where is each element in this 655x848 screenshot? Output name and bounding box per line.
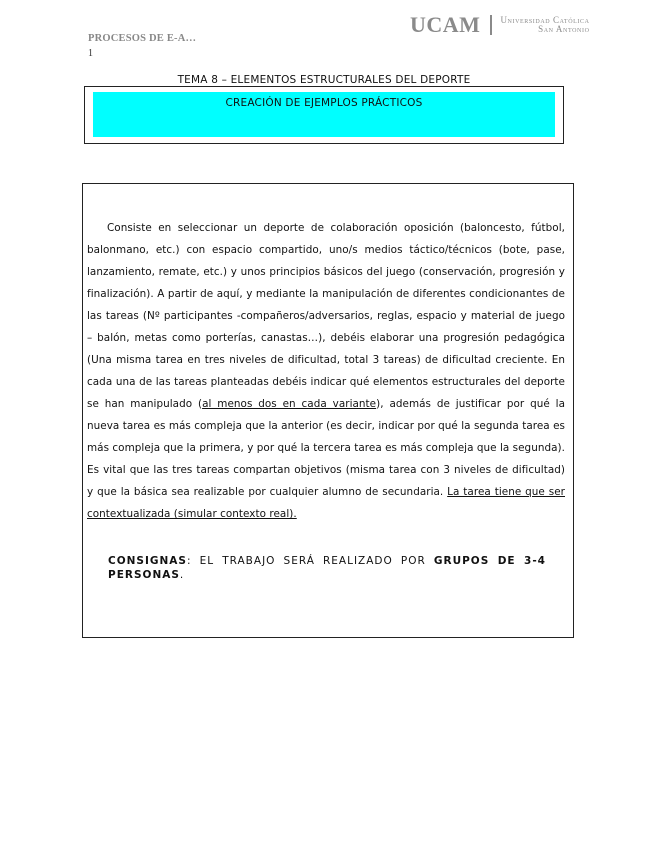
underlined-variant-note: al menos dos en cada variante [202,398,377,410]
logo-line-1: Universidad Católica [500,15,590,25]
paragraph-text-1: Consiste en seleccionar un deporte de colaboración oposición (baloncesto, fútbol, balonmano, etc.) con espacio compartido, uno/s medios táctico/técnicos (bote, pase, lanzamiento, remate, etc.) y unos principios básicos del juego (conservación, progresión y finalización). A partir de aquí, y mediante la manipulación de diferentes condicionantes de las tareas (Nº participantes -compañeros/adversarios, reglas, espacio y material de juego – balón, metas como porterías, canastas…), debéis elaborar una progresión pedagógica (Una misma tarea en tres niveles de dificultad, total 3 tareas) de dificultad creciente. En cada una de las tareas planteadas debéis indicar qué elementos estructurales del deporte se han manipulado ( [87,222,565,410]
logo-mark: UCAM [410,12,481,37]
instructions [108,554,546,582]
underlined-context-note: La tarea tiene que ser contextualizada (simular contexto real). [87,486,565,520]
ucam-logo [410,12,590,38]
instructions-label: CONSIGNAS [108,555,187,567]
topic-heading: TEMA 8 – ELEMENTOS ESTRUCTURALES DEL DEPORTE [177,74,471,86]
box-title: CREACIÓN DE EJEMPLOS PRÁCTICOS [225,97,423,109]
title-highlight [93,92,555,137]
instructions-text: : EL TRABAJO SERÁ REALIZADO POR [186,555,434,567]
logo-line-2: San Antonio [538,24,590,34]
title-box [84,86,564,144]
instructions-end: . [179,569,185,581]
instructions-group-size: GRUPOS DE 3-4 PERSONAS [108,555,546,581]
logo-divider [490,15,492,35]
assignment-paragraph [87,217,565,525]
page-number: 1 [88,48,93,59]
assignment-box [82,183,574,638]
document-header-label: PROCESOS DE E-A… [88,33,197,44]
paragraph-text-2: ), además de justificar por qué la nueva tarea es más compleja que la anterior (es decir, indicar por qué la segunda tarea es más compleja que la primera, y por qué la tercera tarea es más compleja que la segunda). Es vital que las tres tareas compartan objetivos (misma tarea con 3 niveles de dificultad) y que la básica sea realizable por cualquier alumno de secundaria. [87,398,566,498]
logo-text [500,16,589,34]
